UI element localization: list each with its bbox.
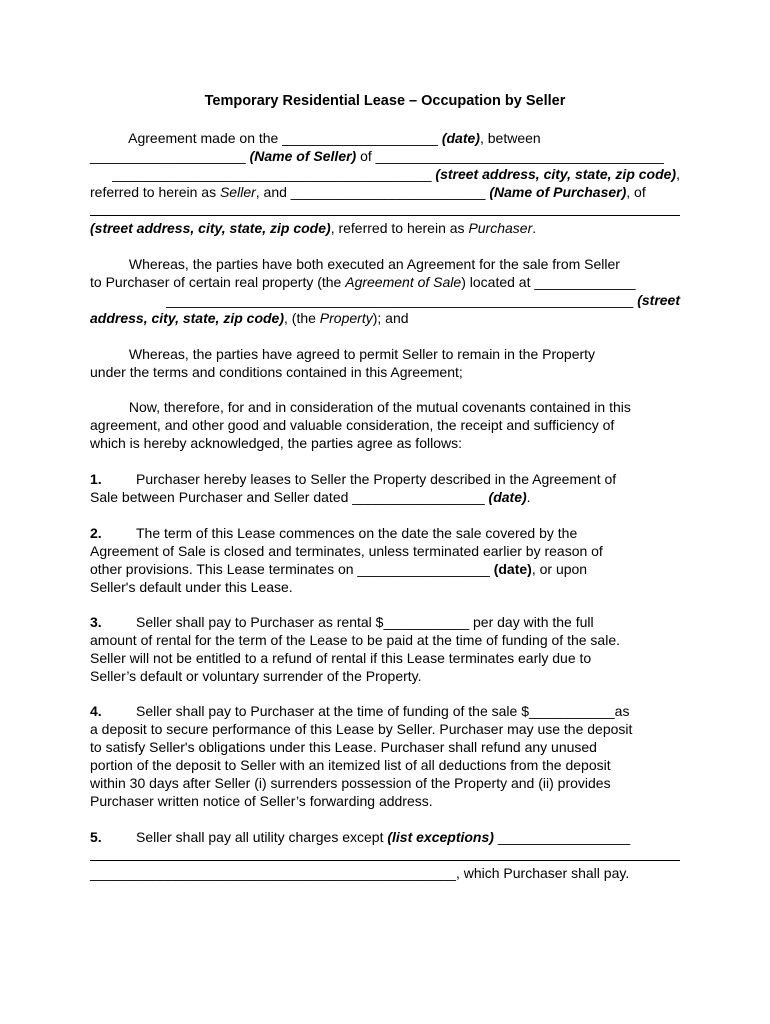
section-2-line-3 <box>90 560 680 578</box>
section-3-line-4 <box>90 667 680 685</box>
text: , between <box>479 130 541 146</box>
text: ) located at _____________ <box>461 274 636 290</box>
indent <box>90 399 129 415</box>
whereas2-line-1 <box>90 345 680 363</box>
text: under the terms and conditions contained in this Agreement; <box>90 364 463 380</box>
property-term: Property <box>319 310 373 326</box>
text: , of <box>626 184 646 200</box>
text: , (the <box>284 310 320 326</box>
text: a deposit to secure performance of this Lease by Seller. Purchaser may use the deposit <box>90 721 633 737</box>
text: , which Purchaser shall pay. <box>455 865 630 881</box>
section-5-line-1 <box>90 828 680 846</box>
section-2-line-4 <box>90 578 680 596</box>
address-label: address, city, state, zip code) <box>90 310 284 326</box>
text: Sale between Purchaser and Seller dated _________________ <box>90 489 489 505</box>
section-4-line-6 <box>90 792 680 810</box>
section-5-line-3 <box>90 864 680 882</box>
intro-line-6 <box>90 219 680 237</box>
section-5-line-2-blank <box>90 846 680 864</box>
intro-line-3 <box>90 165 680 183</box>
text: within 30 days after Seller (i) surrenders possession of the Property and (ii) provides <box>90 775 611 791</box>
intro-line-2 <box>90 147 680 165</box>
text: to Purchaser of certain real property (the <box>90 274 346 290</box>
section-4-line-3 <box>90 738 680 756</box>
text: . <box>532 220 537 236</box>
section-4-line-4 <box>90 756 680 774</box>
indent <box>90 256 129 272</box>
text: to satisfy Seller's obligations under this Lease. Purchaser shall refund any unused <box>90 739 597 755</box>
section-4-line-1 <box>90 702 680 720</box>
text: ____________________ <box>90 148 250 164</box>
intro-line-5-blank <box>90 201 680 219</box>
section-number: 4. <box>90 703 102 719</box>
whereas2-line-2 <box>90 363 680 381</box>
text: Agreement made on the ____________________ <box>128 130 442 146</box>
purchaser-name-label: (Name of Purchaser) <box>489 184 627 200</box>
text: Seller shall pay to Purchaser at the time of funding of the sale $___________as <box>136 703 630 719</box>
text: ____________________________________________________________ <box>166 292 638 308</box>
text: Agreement of Sale is closed and terminates, unless terminated earlier by reason of <box>90 543 603 559</box>
text: referred to herein as <box>90 184 220 200</box>
text: . <box>526 489 531 505</box>
section-number: 1. <box>90 471 102 487</box>
section-4-line-5 <box>90 774 680 792</box>
section-number: 2. <box>90 525 102 541</box>
text: portion of the deposit to Seller with an itemized list of all deductions from the deposit <box>90 757 611 773</box>
section-number: 5. <box>90 829 102 845</box>
text: Purchaser written notice of Seller’s forwarding address. <box>90 793 433 809</box>
fill-in-rule <box>90 846 680 861</box>
text: , referred to herein as <box>330 220 469 236</box>
seller-term: Seller <box>219 184 256 200</box>
exceptions-label: (list exceptions) <box>387 829 494 845</box>
date-label: (date) <box>441 130 480 146</box>
section-1-line-2 <box>90 488 680 506</box>
whereas1-line-1 <box>90 255 680 273</box>
whereas1-line-2 <box>90 273 680 291</box>
date-label: (date) <box>493 561 532 577</box>
address-label: (street address, city, state, zip code) <box>435 166 677 182</box>
section-2-line-1 <box>90 524 680 542</box>
purchaser-term: Purchaser <box>468 220 533 236</box>
section-4-line-2 <box>90 720 680 738</box>
intro-line-4 <box>90 183 680 201</box>
text: , <box>676 166 680 182</box>
now-line-2 <box>90 416 680 434</box>
seller-name-label: (Name of Seller) <box>249 148 357 164</box>
whereas1-line-4 <box>90 309 680 327</box>
date-label: (date) <box>488 489 527 505</box>
fill-in-rule <box>90 201 680 216</box>
text: Seller’s default or voluntary surrender of the Property. <box>90 668 422 684</box>
text: Seller shall pay to Purchaser as rental $___________ per day with the full <box>136 614 594 630</box>
text: , and _________________________ <box>255 184 490 200</box>
text: The term of this Lease commences on the date the sale covered by the <box>136 525 578 541</box>
whereas1-line-3 <box>90 291 680 309</box>
text: , or upon <box>531 561 588 577</box>
indent <box>90 346 129 362</box>
section-3-line-2 <box>90 631 680 649</box>
address-label: (street address, city, state, zip code) <box>90 220 331 236</box>
text: Seller shall pay all utility charges except <box>136 829 388 845</box>
text: of _____________________________________ <box>356 148 664 164</box>
section-3-line-3 <box>90 649 680 667</box>
text: agreement, and other good and valuable consideration, the receipt and sufficiency of <box>90 417 615 433</box>
text: Whereas, the parties have both executed an Agreement for the sale from Seller <box>128 256 620 272</box>
text: _______________________________________________ <box>90 865 456 881</box>
address-label: (street <box>637 292 680 308</box>
intro-line-1 <box>90 129 680 147</box>
text: _________________ <box>493 829 631 845</box>
text: Whereas, the parties have agreed to permit Seller to remain in the Property <box>128 346 596 362</box>
text: other provisions. This Lease terminates on _________________ <box>90 561 494 577</box>
text: ); and <box>372 310 409 326</box>
section-1-line-1 <box>90 470 680 488</box>
now-line-3 <box>90 434 680 452</box>
agreement-term: Agreement of Sale <box>345 274 462 290</box>
section-3-line-1 <box>90 613 680 631</box>
text: Seller's default under this Lease. <box>90 579 293 595</box>
indent <box>90 130 128 146</box>
section-number: 3. <box>90 614 102 630</box>
text: which is hereby acknowledged, the parties agree as follows: <box>90 435 462 451</box>
text: Seller will not be entitled to a refund of rental if this Lease terminates early due to <box>90 650 592 666</box>
text: Purchaser hereby leases to Seller the Property described in the Agreement of <box>136 471 617 487</box>
text: Now, therefore, for and in consideration of the mutual covenants contained in this <box>128 399 631 415</box>
document-title: Temporary Residential Lease – Occupation by Seller <box>204 93 566 109</box>
text: _________________________________________ <box>112 166 436 182</box>
text: amount of rental for the term of the Lease to be paid at the time of funding of the sale. <box>90 632 620 648</box>
section-2-line-2 <box>90 542 680 560</box>
now-line-1 <box>90 398 680 416</box>
